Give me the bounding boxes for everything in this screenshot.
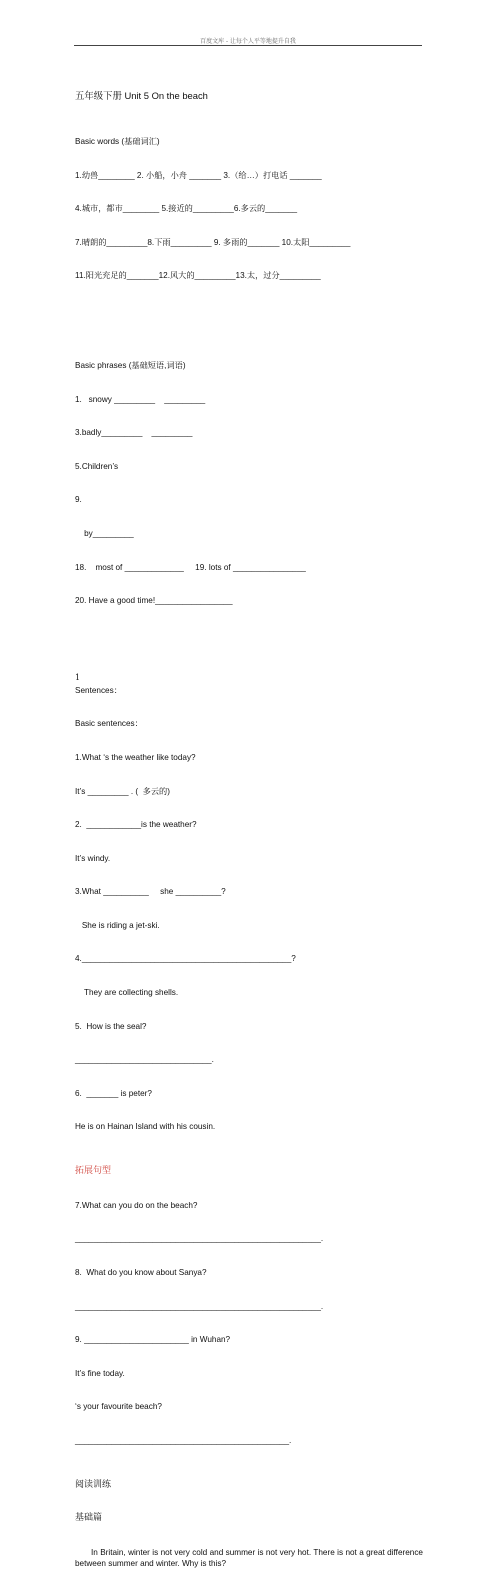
sentence-line: 8. What do you know about Sanya? [75,1268,207,1278]
sentence-line: 1.What ‘s the weather like today? [75,752,196,762]
sentence-line: ______________________________. [75,1055,214,1065]
spacer [75,315,425,326]
sentence-line: It’s _________ . ( 多云的) [75,786,170,796]
sentence-line: 4.______________________________________________? [75,954,296,964]
basic-sentences-heading: Basic sentences： [75,719,143,729]
header-rule [74,45,422,46]
page-number: 1 [75,673,81,682]
basic-phrases-line: 20. Have a good time!_________________ [75,596,233,606]
basic-phrases-line: 3.badly_________ _________ [75,428,193,438]
basic-words-heading: Basic words (基础词汇) [75,137,160,147]
basic-words-line: 1.幼兽________ 2. 小船，小舟 _______ 3.（给…）打电话 _______ [75,170,322,180]
spacer [75,640,425,651]
basic-phrases-line: 1. snowy _________ _________ [75,394,206,404]
basic-words-line: 11.阳光充足的_______12.风大的_________13.太，过分_________ [75,271,321,281]
sentence-line: They are collecting shells. [75,988,179,998]
reading-heading: 阅读训练 [75,1479,112,1490]
sentence-line: 2. ____________is the weather? [75,820,197,830]
basic-phrases-line: 18. most of _____________ 19. lots of ________________ [75,562,306,572]
sentence-line: 5. How is the seal? [75,1021,147,1031]
reading-subheading: 基础篇 [75,1513,103,1524]
basic-phrases-line: 5.Children’s [75,461,119,471]
sentence-line: 3.What __________ she __________? [75,887,226,897]
sentence-line: 6. _______ is peter? [75,1088,152,1098]
sentence-line: He is on Hainan Island with his cousin. [75,1122,216,1132]
basic-phrases-line: 9. [75,495,82,505]
reading-paragraph: In Britain, winter is not very cold and summer is not very hot. There is not a great difference between summer and winter. Why is this? [75,1547,423,1569]
basic-phrases-heading: Basic phrases (基础短语,词语) [75,360,186,370]
sentence-line: 9. _______________________ in Wuhan? [75,1335,231,1345]
basic-phrases-line: by_________ [75,528,134,538]
basic-words-line: 7.晴朗的_________8.下雨_________ 9. 多雨的_______ 10.太阳_________ [75,237,351,247]
sentences-heading: Sentences： [75,685,122,695]
sentence-line: 7.What can you do on the beach? [75,1200,198,1210]
sentence-line: She is riding a jet-ski. [75,920,160,930]
document-title: 五年级下册 Unit 5 On the beach [75,90,208,102]
sentence-line: ______________________________________________________. [75,1301,324,1311]
sentence-line: It’s windy. [75,853,111,863]
header-text: 百度文库 - 让每个人平等地提升自我 [200,38,296,45]
sentence-line: ______________________________________________________. [75,1234,324,1244]
sentence-line: ‘s your favourite beach? [75,1402,162,1412]
sentence-line: _______________________________________________. [75,1436,292,1445]
basic-words-line: 4.城市，都市________ 5.接近的_________6.多云的_______ [75,204,298,214]
sentence-line: It’s fine today. [75,1368,125,1378]
extended-sentences-heading: 拓展句型 [75,1166,112,1177]
document-body [75,67,425,1581]
